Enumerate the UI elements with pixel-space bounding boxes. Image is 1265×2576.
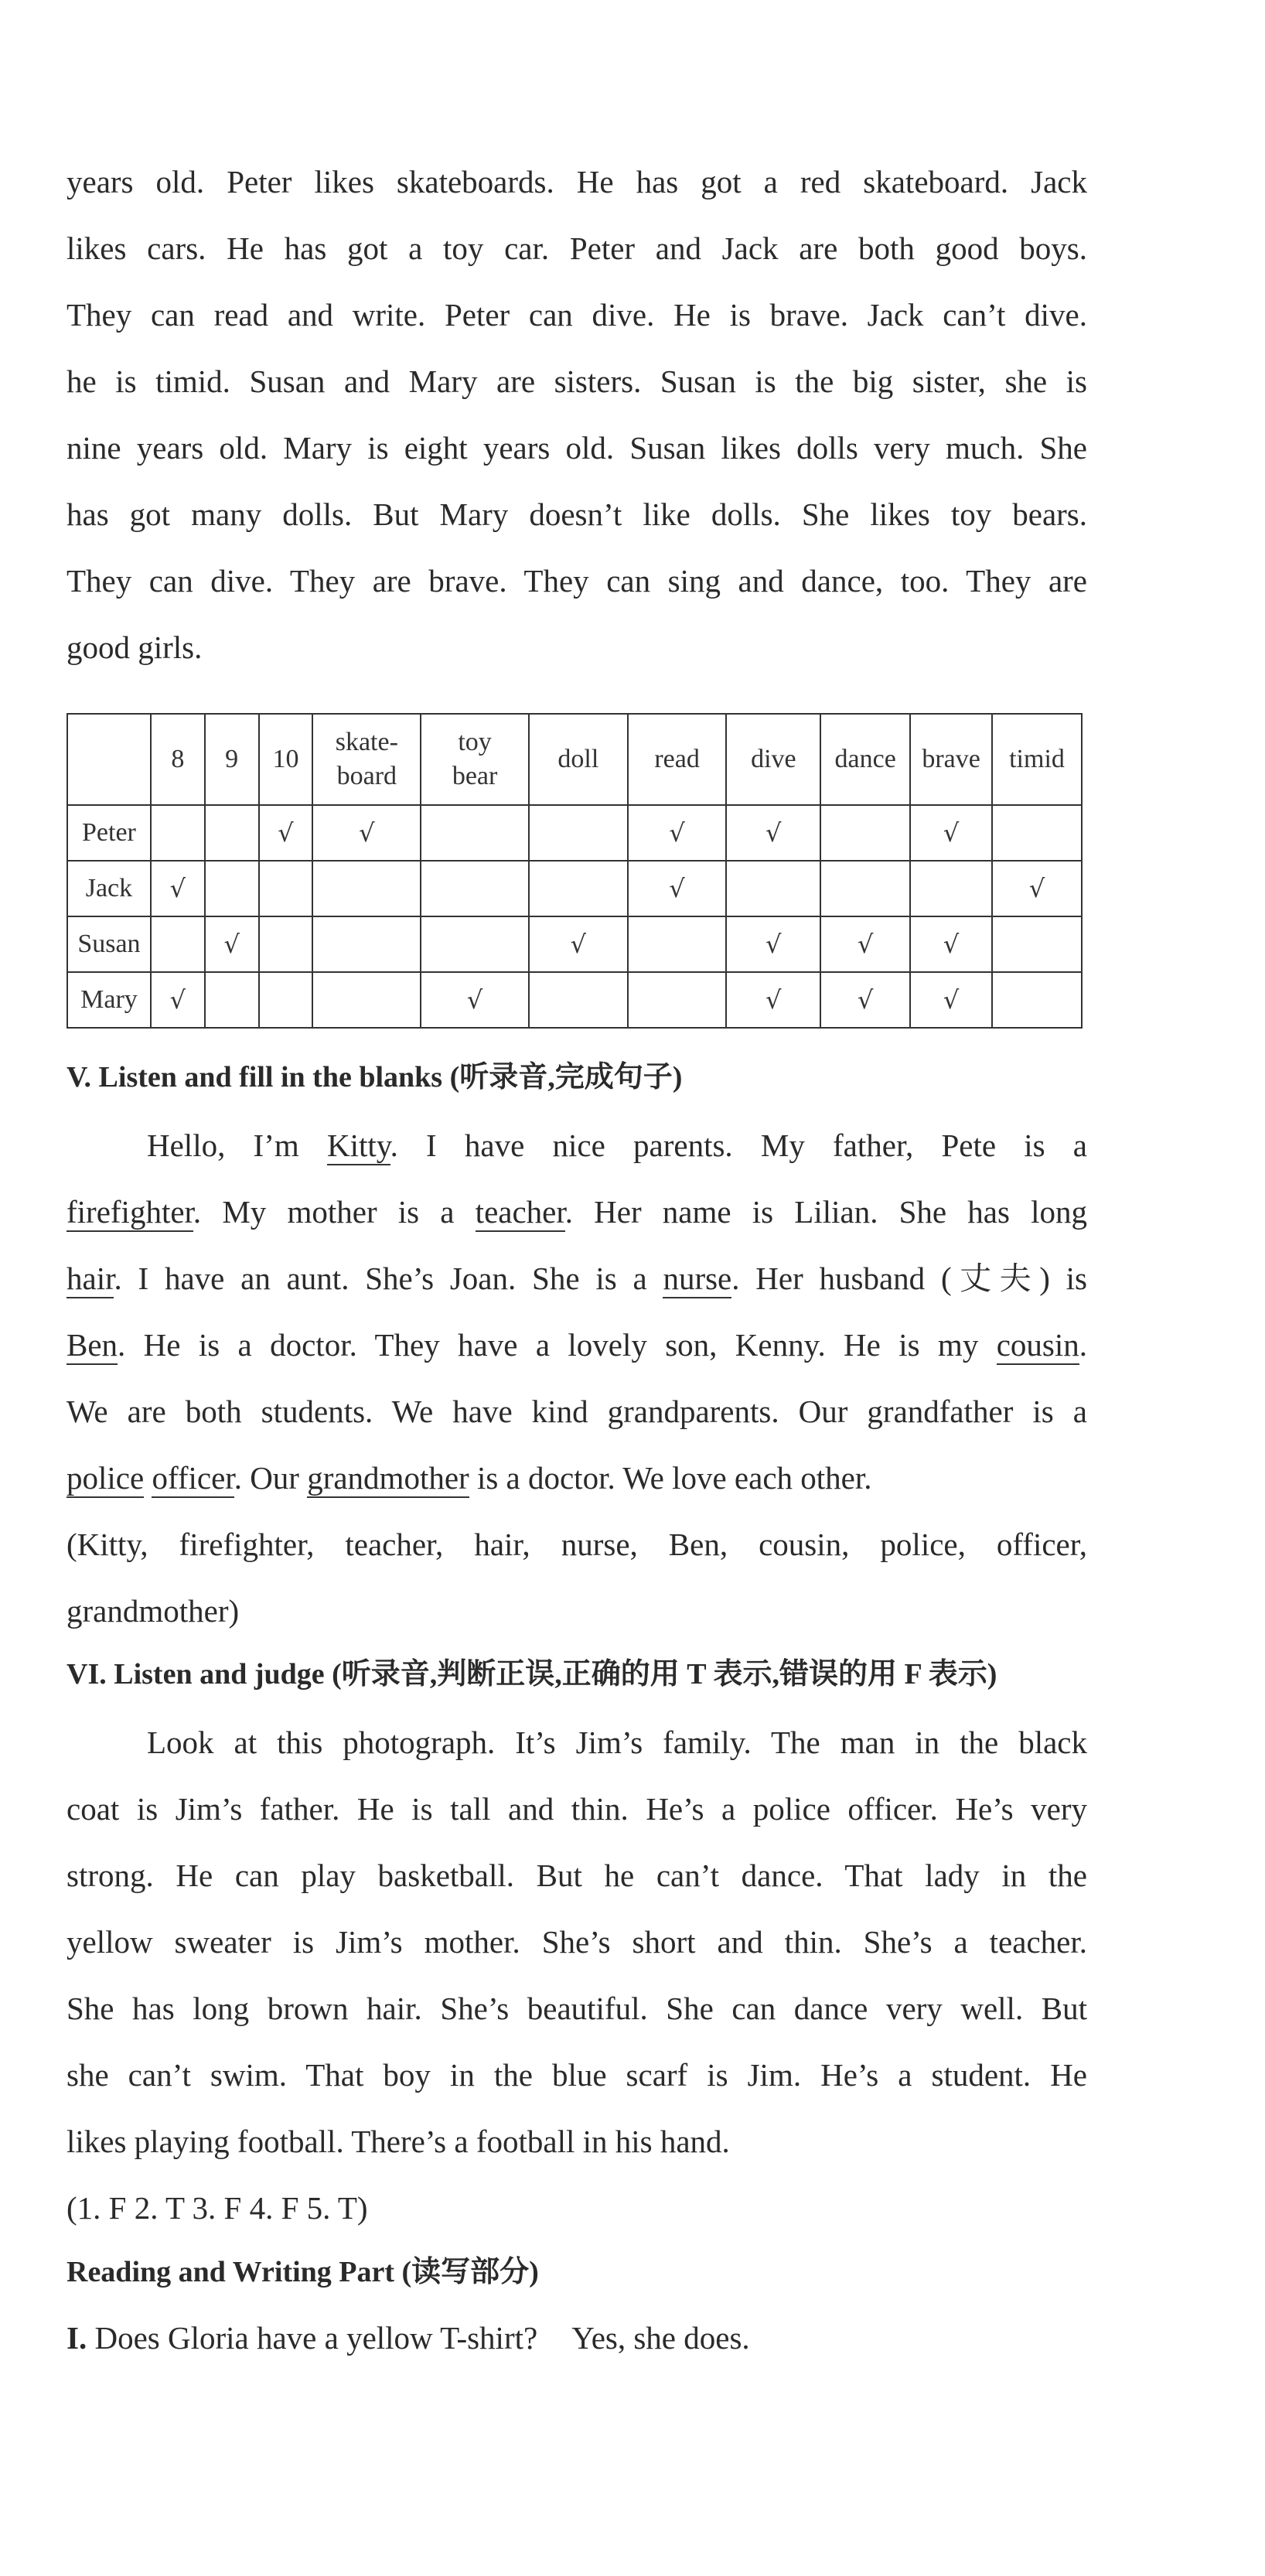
tick-cell: √ [259, 805, 313, 861]
filled-blank: police [66, 1460, 144, 1498]
tick-cell: √ [910, 972, 992, 1028]
empty-cell [820, 861, 910, 916]
tick-cell: √ [151, 861, 205, 916]
passage-line: coat is Jim’s father. He is tall and thin. He’s a police officer. He’s very [66, 1791, 1087, 1827]
intro-passage [66, 148, 1087, 681]
passage-line: likes playing football. There’s a football in his hand. [66, 2124, 730, 2159]
empty-cell [259, 972, 313, 1028]
row-name-cell: Mary [67, 972, 151, 1028]
empty-cell [628, 916, 727, 972]
header-cell: 9 [205, 714, 259, 805]
filled-blank: hair [66, 1261, 114, 1298]
header-cell: brave [910, 714, 992, 805]
reading-writing-heading: Reading and Writing Part (读写部分) [66, 2256, 539, 2288]
empty-cell [421, 805, 529, 861]
passage-line: has got many dolls. But Mary doesn’t like dolls. She likes toy bears. [66, 496, 1087, 532]
empty-cell [312, 861, 421, 916]
tick-cell: √ [910, 805, 992, 861]
row-name-cell: Susan [67, 916, 151, 972]
passage-line: They can read and write. Peter can dive. He is brave. Jack can’t dive. [66, 297, 1087, 333]
passage-line [66, 1312, 1087, 1378]
tick-cell: √ [726, 805, 820, 861]
tick-cell: √ [421, 972, 529, 1028]
header-cell: 10 [259, 714, 313, 805]
table-row [67, 805, 1082, 861]
tick-cell: √ [151, 972, 205, 1028]
header-line: toy [458, 728, 492, 756]
passage-line: They can dive. They are brave. They can sing and dance, too. They are [66, 563, 1087, 599]
item-label: I. [66, 2320, 87, 2356]
tick-cell: √ [820, 972, 910, 1028]
text-run: . I have an aunt. She’s Joan. She is a [114, 1261, 663, 1296]
row-name-cell: Peter [67, 805, 151, 861]
table-header-row [67, 714, 1082, 805]
filled-blank: grandmother [307, 1460, 469, 1498]
text-run: is a doctor. We love each other. [469, 1460, 872, 1496]
tick-cell: √ [726, 972, 820, 1028]
passage-line: years old. Peter likes skateboards. He has got a red skateboard. Jack [66, 164, 1087, 200]
answer-text: Yes, she does. [571, 2320, 750, 2356]
header-line: skate- [335, 728, 398, 756]
empty-cell [259, 861, 313, 916]
filled-blank: firefighter [66, 1194, 193, 1232]
text-run: . [1079, 1327, 1087, 1363]
table-row [67, 972, 1082, 1028]
tick-cell: √ [628, 861, 727, 916]
text-run: . I have nice parents. My father, Pete is a [390, 1128, 1087, 1163]
header-cell: dive [726, 714, 820, 805]
header-cell-blank [67, 714, 151, 805]
empty-cell [992, 972, 1082, 1028]
tick-cell: √ [992, 861, 1082, 916]
empty-cell [910, 861, 992, 916]
passage-line [66, 1112, 1087, 1179]
header-cell [421, 714, 529, 805]
empty-cell [259, 916, 313, 972]
passage-line: nine years old. Mary is eight years old. Susan likes dolls very much. She [66, 430, 1087, 466]
header-line: board [336, 762, 397, 790]
header-cell: timid [992, 714, 1082, 805]
filled-blank: Kitty [327, 1128, 390, 1165]
empty-cell [992, 916, 1082, 972]
passage-line [66, 1179, 1087, 1245]
tick-cell: √ [820, 916, 910, 972]
tick-cell: √ [910, 916, 992, 972]
section-vi-heading: VI. Listen and judge (听录音,判断正误,正确的用 T 表示,错误的用 F 表示) [66, 1658, 997, 1691]
empty-cell [312, 972, 421, 1028]
header-cell: read [628, 714, 727, 805]
passage-line: She has long brown hair. She’s beautiful. She can dance very well. But [66, 1991, 1087, 2026]
text-run: . Her name is Lilian. She has long [564, 1194, 1087, 1230]
filled-blank: nurse [663, 1261, 731, 1298]
answer-table [66, 713, 1083, 1029]
passage-line: We are both students. We have kind grandparents. Our grandfather is a [66, 1394, 1087, 1429]
header-cell: 8 [151, 714, 205, 805]
empty-cell [529, 861, 628, 916]
empty-cell [205, 861, 259, 916]
passage-line: yellow sweater is Jim’s mother. She’s short and thin. She’s a teacher. [66, 1924, 1087, 1960]
question-line [66, 2305, 1087, 2371]
table-row [67, 861, 1082, 916]
passage-line [66, 1245, 1087, 1312]
text-run: . Her husband (丈夫) is [731, 1261, 1087, 1296]
empty-cell [151, 916, 205, 972]
filled-blank: officer [152, 1460, 234, 1498]
empty-cell [529, 805, 628, 861]
header-cell: doll [529, 714, 628, 805]
empty-cell [421, 861, 529, 916]
tick-cell: √ [726, 916, 820, 972]
table-body [67, 805, 1082, 1028]
header-cell [312, 714, 421, 805]
empty-cell [205, 805, 259, 861]
section-vi-passage [66, 1709, 1087, 2241]
passage-line: good girls. [66, 629, 203, 665]
empty-cell [820, 805, 910, 861]
empty-cell [628, 972, 727, 1028]
passage-line: she can’t swim. That boy in the blue scarf is Jim. He’s a student. He [66, 2057, 1087, 2093]
reading-writing-item [66, 2305, 1087, 2371]
empty-cell [726, 861, 820, 916]
text-run: . My mother is a [193, 1194, 476, 1230]
answer-key-line: (Kitty, firefighter, teacher, hair, nurse, Ben, cousin, police, officer, [66, 1527, 1087, 1562]
filled-blank: Ben [66, 1327, 118, 1365]
empty-cell [529, 972, 628, 1028]
tick-cell: √ [205, 916, 259, 972]
empty-cell [151, 805, 205, 861]
empty-cell [421, 916, 529, 972]
passage-line: likes cars. He has got a toy car. Peter and Jack are both good boys. [66, 230, 1087, 266]
empty-cell [312, 916, 421, 972]
answer-key-line: grandmother) [66, 1593, 240, 1629]
filled-blank: teacher [476, 1194, 565, 1232]
question-text: Does Gloria have a yellow T-shirt? [94, 2320, 538, 2356]
table-row [67, 916, 1082, 972]
section-v-heading: V. Listen and fill in the blanks (听录音,完成句子) [66, 1061, 683, 1094]
passage-line: strong. He can play basketball. But he can’t dance. That lady in the [66, 1858, 1087, 1893]
filled-blank: cousin [997, 1327, 1079, 1365]
tick-cell: √ [312, 805, 421, 861]
text-run: Hello, I’m [147, 1128, 327, 1163]
passage-line: Look at this photograph. It’s Jim’s family. The man in the black [147, 1725, 1087, 1760]
row-name-cell: Jack [67, 861, 151, 916]
empty-cell [205, 972, 259, 1028]
tick-cell: √ [628, 805, 727, 861]
section-v-passage [66, 1112, 1087, 1644]
passage-line [66, 1445, 1087, 1511]
passage-line: he is timid. Susan and Mary are sisters. Susan is the big sister, she is [66, 363, 1087, 399]
header-line: bear [452, 762, 498, 790]
empty-cell [992, 805, 1082, 861]
text-run: . He is a doctor. They have a lovely son, Kenny. He is my [118, 1327, 997, 1363]
tick-cell: √ [529, 916, 628, 972]
text-run: . Our [234, 1460, 308, 1496]
header-cell: dance [820, 714, 910, 805]
answer-key-line: (1. F 2. T 3. F 4. F 5. T) [66, 2190, 368, 2226]
